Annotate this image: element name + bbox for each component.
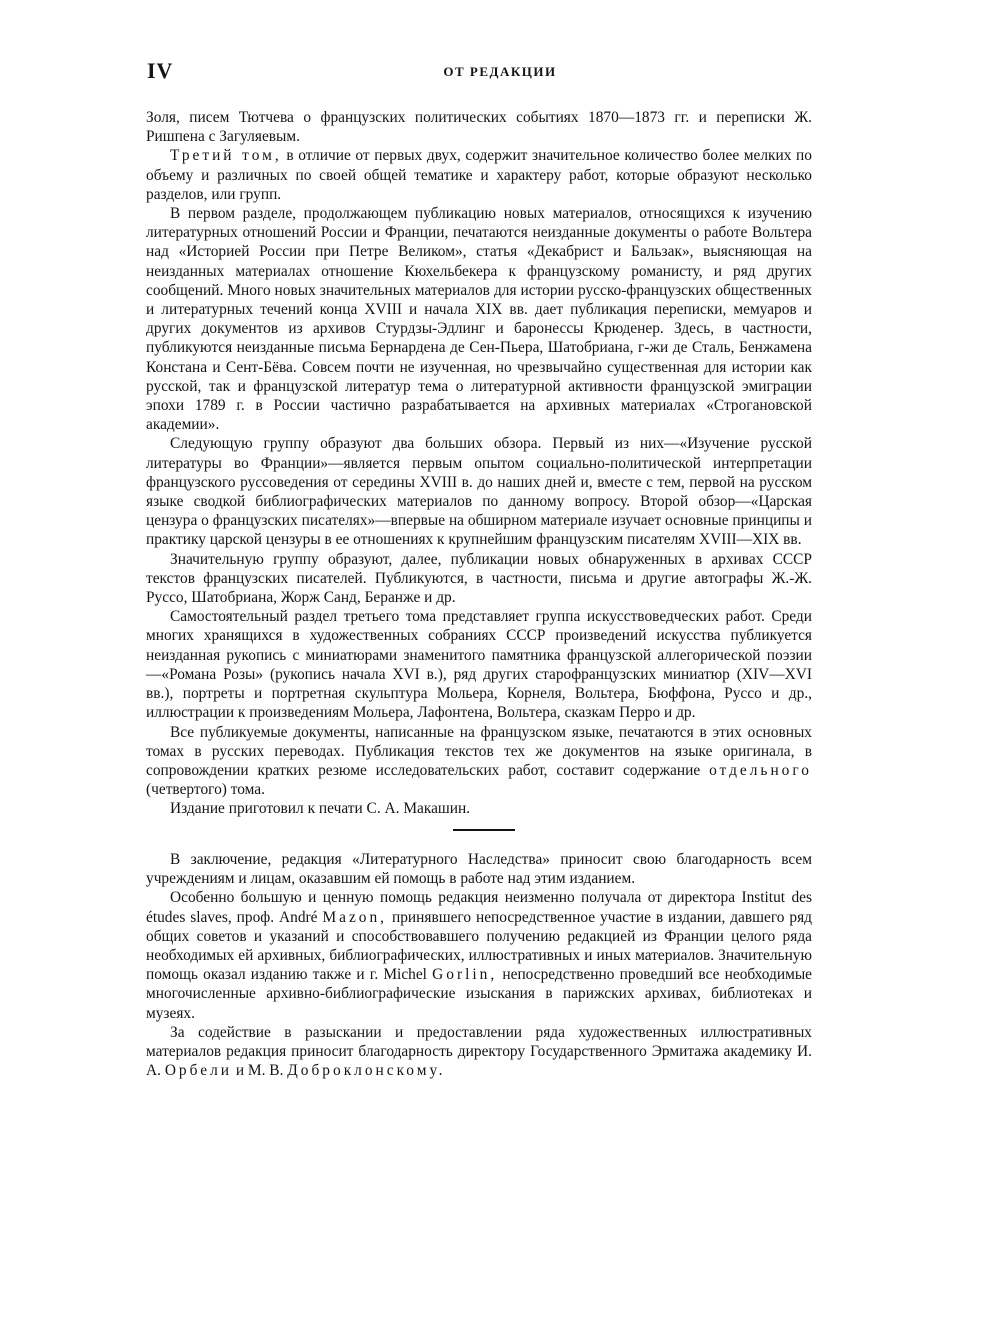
ack-paragraph-3 <box>146 1023 812 1081</box>
paragraph-6: Самостоятельный раздел третьего тома представляет группа искусствоведческих работ. Среди многих хранящихся в художественных собраниях СССР произведений искусства публикуется неизданная рукопись с миниатюрами знаменитого памятника французской аллегорической поэзии—«Романа Розы» (рукопись начала XVI в.), ряд других старофранцузских миниатюр (XIV—XVI вв.), портреты и портретная скульптура Мольера, Корнеля, Вольтера, Бюффона, Руссо и др., иллюстрации к произведениям Мольера, Лафонтена, Вольтера, сказкам Перро и др. <box>146 608 812 722</box>
paragraph-5: Значительную группу образуют, далее, публикации новых обнаруженных в архивах СССР текстов французских писателей. Публикуются, в частности, письма и другие автографы Ж.-Ж. Руссо, Шатобриана, Жорж Санд, Беранже и др. <box>146 550 812 607</box>
paragraph-text: Все публикуемые документы, написанные на французском языке, печатаются в этих основных томах в русских переводах. Публикация текстов тех же документов на языке оригинала, в сопровождении кратких резюме исследовательских работ, составит содержание <box>146 723 812 779</box>
ack-paragraph-1: В заключение, редакция «Литературного Наследства» приносит свою благодарность всем учреждениям и лицам, оказавшим ей помощь в работе над этим изданием. <box>146 851 812 888</box>
paragraph-text: принявшего непосредственное участие в издании, давшего ряд общих советов и указаний и способствовавшего получению редакцией из Франции целого ряда необходимых ей архивных, библиографических, иллюстративных и иных материалов. Значительную помощь оказал изданию также и г. Michel <box>146 908 813 984</box>
spaced-word: отдельного <box>709 761 812 779</box>
spaced-name: Доброклонскому. <box>287 1062 446 1080</box>
page-number: IV <box>147 58 174 83</box>
main-text <box>146 108 812 819</box>
paragraph-7 <box>146 723 812 800</box>
paragraph-text: и М. В. <box>232 1062 288 1080</box>
running-title: ОТ РЕДАКЦИИ <box>443 64 557 79</box>
paragraph-text: (четвертого) тома. <box>146 781 265 799</box>
paragraph-text: непосредственно проведший все необходимые многочисленные архивно-библиографические изыскания в парижских архивах, библиотеках и музеях. <box>146 966 812 1022</box>
paragraph-2 <box>146 146 812 204</box>
paragraph-4: Следующую группу образуют два больших обзора. Первый из них—«Изучение русской литературы во Франции»—является первым опытом социально-политической интерпретации французского руссоведения от середины XVIII в. до наших дней и, вместе с тем, первой на русском языке сводкой библиографических материалов по данному вопросу. Второй обзор—«Царская цензура о французских писателях»—впервые на обширном материале изучает основные принципы и практику царской цензуры в ее отношениях к крупнейшим французским писателям XVIII—XIX вв. <box>146 435 812 549</box>
spaced-phrase: Третий том, <box>170 147 282 165</box>
spaced-name: Mazon, <box>322 908 388 926</box>
spaced-name: Gorlin, <box>432 966 498 984</box>
paragraph-text: Особенно большую и ценную помощь редакция неизменно получала от директора Institut des études slaves, проф. André <box>146 889 812 926</box>
paragraph-1: Золя, писем Тютчева о французских политических событиях 1870—1873 гг. и переписки Ж. Ришпена с Загуляевым. <box>146 109 812 146</box>
section-divider <box>453 829 515 831</box>
paragraph-8: Издание приготовил к печати С. А. Макашин. <box>170 800 471 818</box>
acknowledgements <box>146 850 812 1080</box>
paragraph-3: В первом разделе, продолжающем публикацию новых материалов, относящихся к изучению литературных отношений России и Франции, печатаются неизданные документы о работе Вольтера над «Историей России при Петре Великом», статья «Декабрист и Бальзак», выясняющая на неизданных материалах отношение Кюхельбекера к французскому романисту, и ряд других сообщений. Много новых значительных материалов для истории русско-французских общественных и литературных течений конца XVIII и начала XIX вв. дает публикация переписки, мемуаров и других документов из архивов Стурдзы-Эдлинг и баронессы Крюденер. Здесь, в частности, публикуются неизданные письма Бернардена де Сен-Пьера, Шатобриана, г-жи де Сталь, Бенжамена Констана и Сент-Бёва. Совсем почти не изученная, но чрезвычайно существенная для истории как русской, так и французской литератур тема о литературной активности французской эмиграции эпохи 1789 г. в России частично разрабатывается на архивных материалах «Строгановской академии». <box>146 205 812 434</box>
spaced-name: Орбели <box>164 1062 232 1080</box>
ack-paragraph-2 <box>146 888 812 1022</box>
paragraph-text: в отличие от первых двух, содержит значительное количество более мелких по объему и различных по своей общей тематике и характеру работ, которые образуют несколько разделов, или групп. <box>146 147 812 203</box>
paragraph-text: За содействие в разыскании и предоставлении ряда художественных иллюстративных материалов редакция приносит благодарность директору Государственного Эрмитажа академику И. А. <box>146 1023 812 1080</box>
